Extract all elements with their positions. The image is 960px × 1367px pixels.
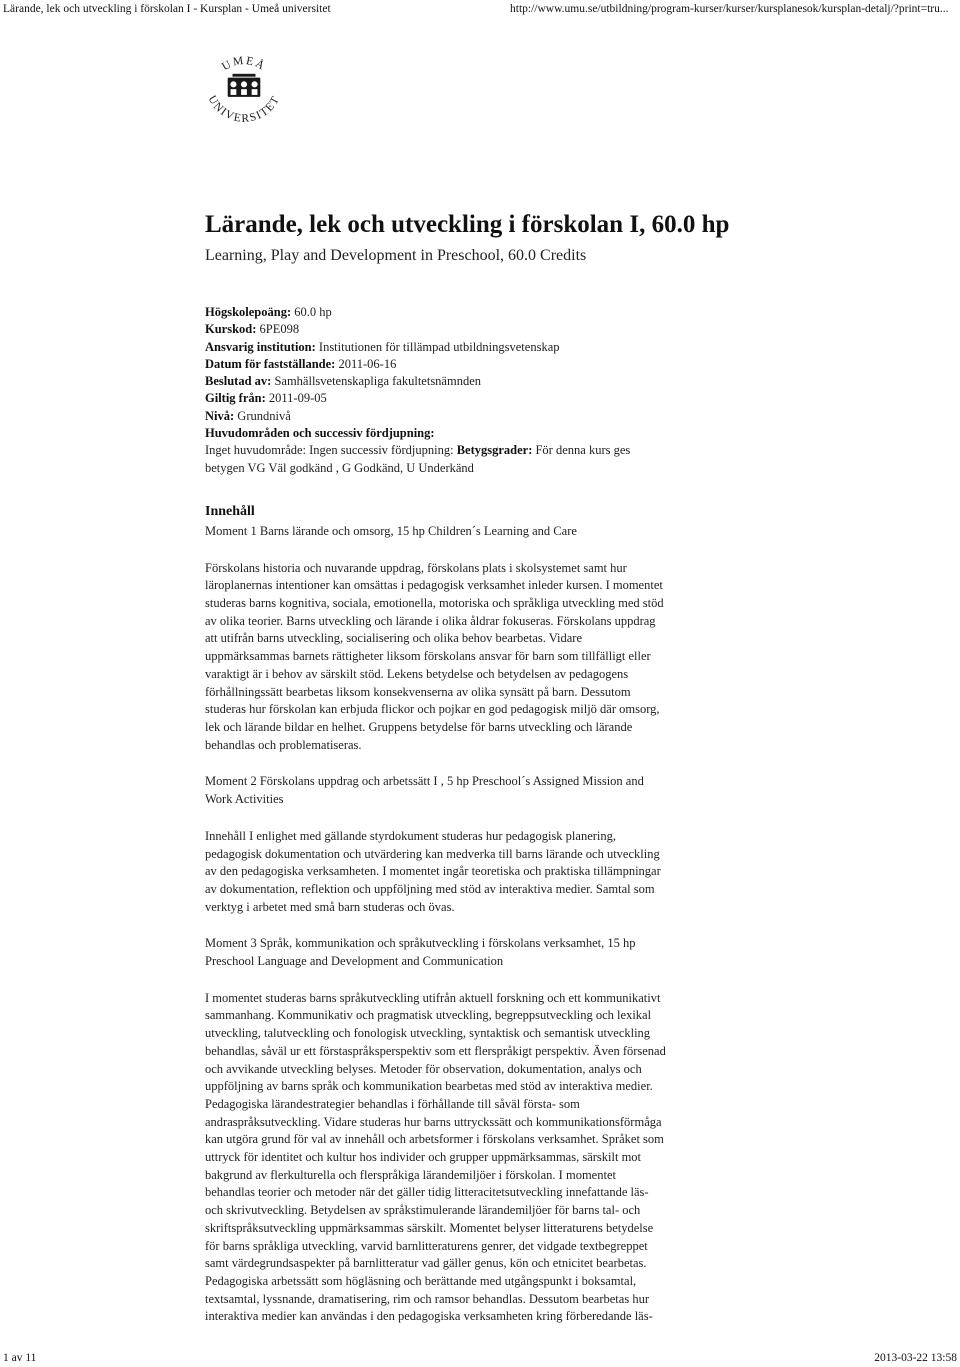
meta-row-credits: Högskolepoäng: 60.0 hp bbox=[205, 305, 332, 319]
print-header-title: Lärande, lek och utveckling i förskolan I - Kursplan - Umeå universitet bbox=[3, 3, 331, 15]
moment-1-title: Moment 1 Barns lärande och omsorg, 15 hp Children´s Learning and Care bbox=[205, 523, 577, 538]
meta-row-date: Datum för fastställande: 2011-06-16 bbox=[205, 356, 397, 371]
course-subtitle: Learning, Play and Development in Preschool, 60.0 Credits bbox=[205, 247, 587, 264]
logo-bottom-text: UNIVERSITET bbox=[205, 93, 283, 125]
content-heading: Innehåll bbox=[205, 503, 255, 519]
page-counter: 1 av 11 bbox=[3, 1352, 37, 1364]
moment-3-body: I momentet studeras barns språkutveckling utifrån aktuell forskning och ett kommunikativt sammanhang. Kommunikativ och pragmatisk utveckling, begreppsutveckling och lexikal utveckling, talutveckling och fonologisk utveckling, syntaktisk och semantisk utveckling behandlas, såväl ur ett förstaspråksperspektiv som ett flerspråkigt perspektiv. Även försenad och avvikande utveckling belyses. Metoder för observation, dokumentation, analys och uppföljning av barns språk och kommunikation bearbetas med stöd av interaktiva medier. Pedagogiska lärandestrategier behandlas i förhållande till såväl första- som andraspråksutveckling. Vidare studeras hur barns uttryckssätt och kommunikationsförmåga kan utgöra grund för val av innehåll och arbetsformer i förskolans verksamhet. Språket som uttryck för identitet och kultur hos individer och grupper uppmärksammas, särskilt mot bakgrund av flerkulturella och flerspråkiga lärandemiljöer i förskolan. I momentet behandlas teorier och metoder när det gäller tidig litteracitetsutveckling innefattande läs- och skrivutveckling. Betydelsen av språkstimulerande lärandemiljöer för barns tal- och skriftspråksutveckling uppmärksammas särskilt. Momentet belyser litteraturens betydelse för barns språkliga utveckling, varvid barnlitteraturens genrer, det vidgade textbegreppet samt värdegrundsaspekter på barnlitteratur vad gäller genus, kön och etnicitet bearbetas. Pedagogiska arbetssätt som högläsning och berättande med utgångspunkt i boksamtal, textsamtal, lyssnande, dramatisering, rim och ramsor behandlas. Dessutom bearbetas hur interaktiva medier kan användas i den pedagogiska verksamheten kring förberedande läs- bbox=[205, 990, 666, 1324]
svg-text:UNIVERSITET bbox=[206, 94, 283, 125]
course-title: Lärande, lek och utveckling i förskolan I, 60.0 hp bbox=[205, 211, 730, 238]
logo-emblem-icon bbox=[228, 74, 261, 97]
meta-row-valid: Giltig från: 2011-09-05 bbox=[205, 391, 327, 406]
meta-row-code: Kurskod: 6PE098 bbox=[205, 322, 300, 337]
meta-row-decided: Beslutad av: Samhällsvetenskapliga fakultetsnämnden bbox=[205, 374, 481, 389]
print-timestamp: 2013-03-22 13:58 bbox=[874, 1352, 957, 1364]
moment-2-body: Innehåll I enlighet med gällande styrdokument studeras hur pedagogisk planering, pedagogisk dokumentation och utvärdering kan medverka till barns lärande och utveckling av den pedagogiska verksamheten. I momentet ingår teoretiska och praktiska tillämpningar av dokumentation, reflektion och uppföljning med stöd av interaktiva medier. Samtal som verktyg i arbetet med små barn studeras och övas. bbox=[205, 828, 661, 914]
moment-2-title: Moment 2 Förskolans uppdrag och arbetssätt I , 5 hp Preschool´s Assigned Mission and Work Activities bbox=[205, 774, 644, 807]
svg-text:UMEÅ bbox=[220, 55, 269, 74]
meta-row-level: Nivå: Grundnivå bbox=[205, 408, 291, 423]
university-logo bbox=[196, 45, 292, 141]
print-header-url: http://www.umu.se/utbildning/program-kurser/kurser/kursplanesok/kursplan-detalj/?print=tru... bbox=[510, 3, 949, 15]
meta-row-grades-cont: betygen VG Väl godkänd , G Godkänd, U Underkänd bbox=[205, 460, 474, 475]
moment-1-body: Förskolans historia och nuvarande uppdrag, förskolans plats i skolsystemet samt hur läroplanernas intentioner kan omsättas i pedagogisk verksamhet inleder kursen. I momentet studeras barns kognitiva, sociala, emotionella, motoriska och språkliga utveckling med stöd av olika teorier. Barns utveckling och lärande i olika åldrar fokuseras. Förskolans uppdrag att utifrån barns utveckling, socialisering och olika behov bearbetas. Vidare uppmärksammas barnets rättigheter liksom förskolans ansvar för barn som tillfälligt eller varaktigt är i behov av särskilt stöd. Lekens betydelse och betydelsen av pedagogens förhållningssätt bearbetas liksom konsekvenserna av olika synsätt på barn. Dessutom studeras hur förskolan kan erbjuda flickor och pojkar en god pedagogisk miljö där omsorg, lek och lärande bildar en helhet. Gruppens betydelse för barns utveckling och lärande behandlas och problematiseras. bbox=[205, 560, 664, 752]
meta-row-grades: Inget huvudområde: Ingen successiv fördjupning: Betygsgrader: För denna kurs ges bbox=[205, 443, 631, 458]
logo-top-text: UMEÅ bbox=[220, 54, 268, 74]
course-plan-content bbox=[205, 210, 750, 1326]
moment-3-title: Moment 3 Språk, kommunikation och språkutveckling i förskolans verksamhet, 15 hp Preschool Language and Development and Communication bbox=[205, 936, 636, 969]
course-metadata bbox=[205, 304, 750, 477]
meta-row-main-area: Huvudområden och successiv fördjupning: bbox=[205, 426, 435, 441]
meta-row-institution: Ansvarig institution: Institutionen för tillämpad utbildningsvetenskap bbox=[205, 339, 560, 354]
